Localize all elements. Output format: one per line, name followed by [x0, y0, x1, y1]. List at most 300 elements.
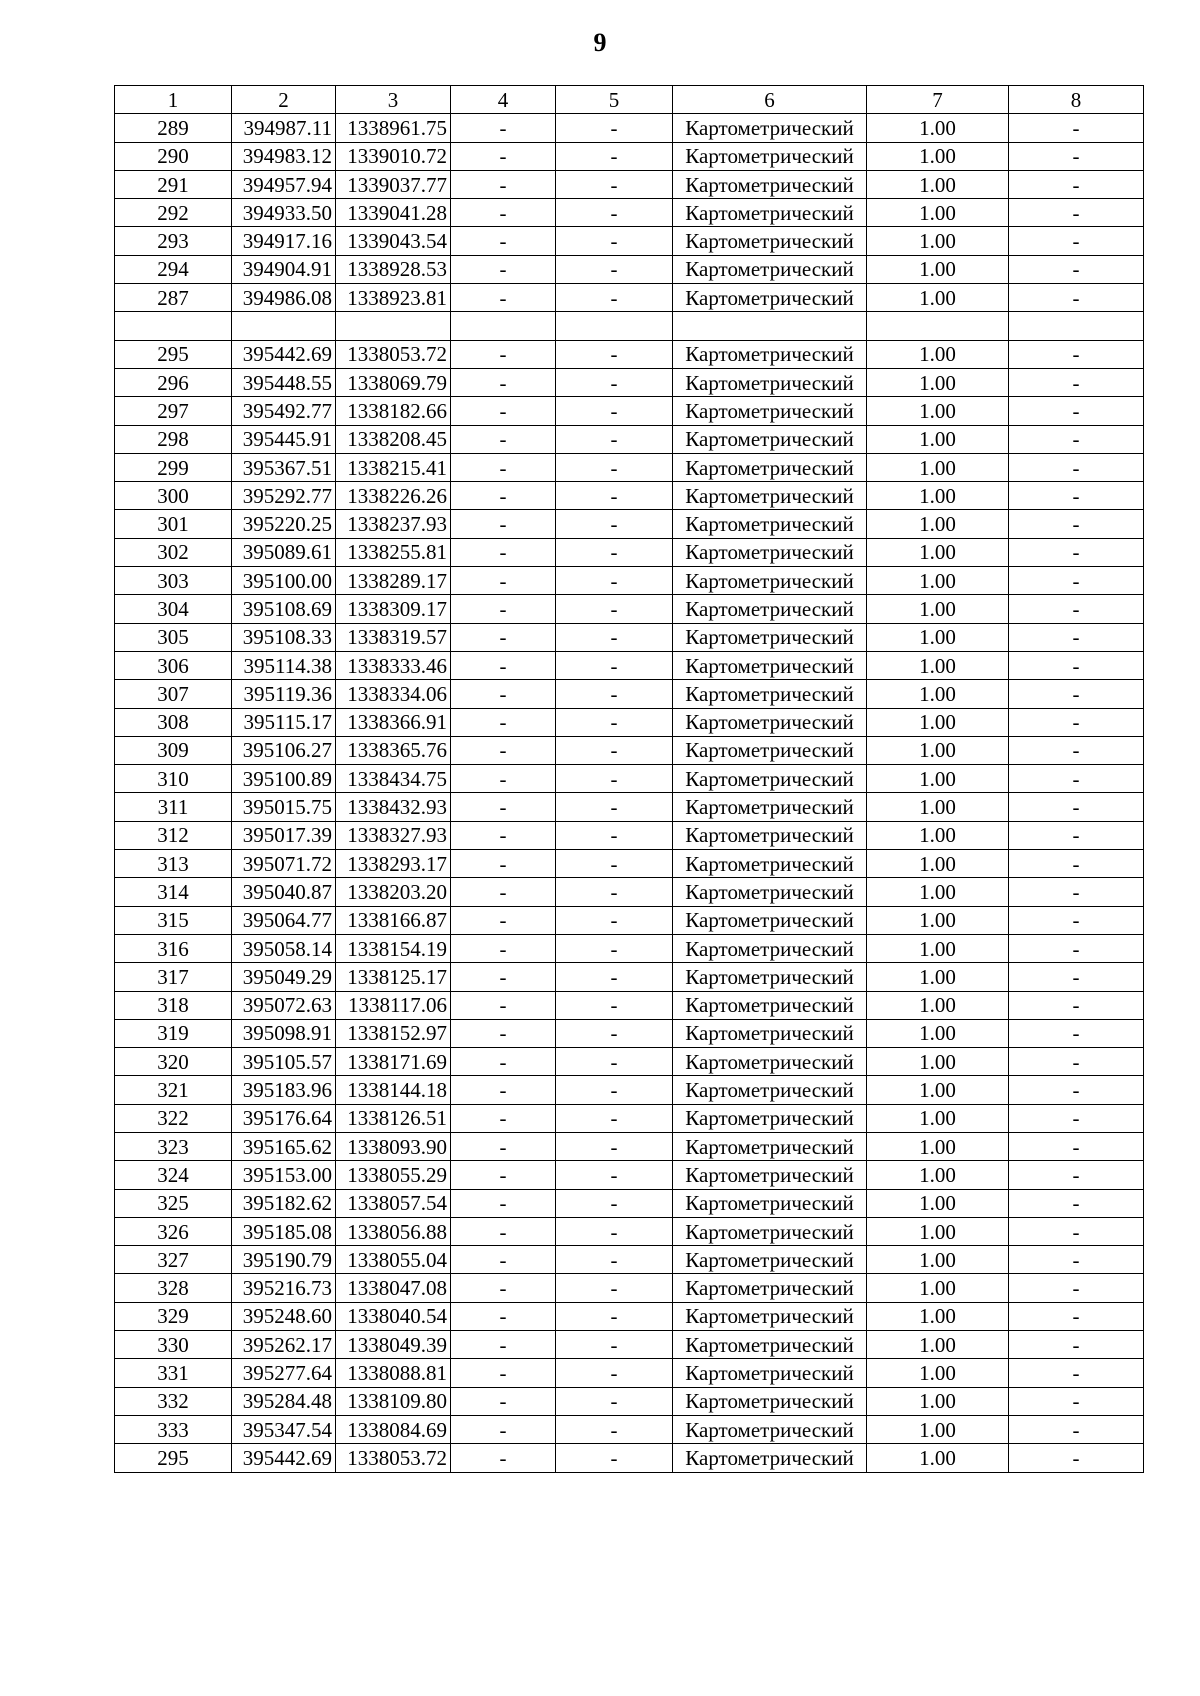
- column-4-cell: -: [451, 368, 556, 396]
- column-8-cell: -: [1009, 1076, 1144, 1104]
- table-row: [115, 340, 1144, 368]
- column-4-cell: -: [451, 1217, 556, 1245]
- column-5-cell: -: [556, 821, 673, 849]
- page-number: 9: [593, 28, 607, 57]
- accuracy-cell: 1.00: [867, 227, 1009, 255]
- point-number-cell: 315: [115, 906, 232, 934]
- y-coordinate-cell: 1338961.75: [336, 114, 451, 142]
- column-4-cell: [451, 312, 556, 340]
- accuracy-cell: 1.00: [867, 963, 1009, 991]
- x-coordinate-cell: 395089.61: [232, 538, 336, 566]
- column-4-cell: -: [451, 340, 556, 368]
- x-coordinate-cell: 395058.14: [232, 934, 336, 962]
- column-8-cell: -: [1009, 1274, 1144, 1302]
- point-number-cell: 303: [115, 567, 232, 595]
- point-number-cell: 328: [115, 1274, 232, 1302]
- method-cell: Картометрический: [673, 199, 867, 227]
- accuracy-cell: 1.00: [867, 623, 1009, 651]
- column-4-cell: -: [451, 1189, 556, 1217]
- accuracy-cell: 1.00: [867, 425, 1009, 453]
- table-row: [115, 1302, 1144, 1330]
- table-row: [115, 595, 1144, 623]
- column-4-cell: -: [451, 680, 556, 708]
- column-5-cell: -: [556, 793, 673, 821]
- column-8-cell: -: [1009, 255, 1144, 283]
- y-coordinate-cell: 1338152.97: [336, 1019, 451, 1047]
- column-4-cell: -: [451, 1331, 556, 1359]
- x-coordinate-cell: 395248.60: [232, 1302, 336, 1330]
- column-8-cell: -: [1009, 340, 1144, 368]
- x-coordinate-cell: 395108.33: [232, 623, 336, 651]
- table-body: [115, 114, 1144, 1472]
- method-cell: Картометрический: [673, 963, 867, 991]
- point-number-cell: 289: [115, 114, 232, 142]
- column-8-cell: -: [1009, 1387, 1144, 1415]
- column-4-cell: -: [451, 510, 556, 538]
- table-row: [115, 397, 1144, 425]
- accuracy-cell: 1.00: [867, 255, 1009, 283]
- point-number-cell: 287: [115, 284, 232, 312]
- method-cell: Картометрический: [673, 1444, 867, 1472]
- column-header: 2: [232, 86, 336, 114]
- column-4-cell: -: [451, 1444, 556, 1472]
- x-coordinate-cell: 395115.17: [232, 708, 336, 736]
- table-row: [115, 538, 1144, 566]
- y-coordinate-cell: 1338055.29: [336, 1161, 451, 1189]
- column-5-cell: -: [556, 680, 673, 708]
- column-4-cell: -: [451, 1274, 556, 1302]
- y-coordinate-cell: 1338923.81: [336, 284, 451, 312]
- column-4-cell: -: [451, 227, 556, 255]
- method-cell: Картометрический: [673, 227, 867, 255]
- column-8-cell: -: [1009, 878, 1144, 906]
- column-8-cell: -: [1009, 1161, 1144, 1189]
- method-cell: Картометрический: [673, 425, 867, 453]
- accuracy-cell: 1.00: [867, 284, 1009, 312]
- point-number-cell: 302: [115, 538, 232, 566]
- point-number-cell: 320: [115, 1048, 232, 1076]
- column-5-cell: -: [556, 284, 673, 312]
- x-coordinate-cell: 395072.63: [232, 991, 336, 1019]
- column-5-cell: [556, 312, 673, 340]
- y-coordinate-cell: 1338109.80: [336, 1387, 451, 1415]
- column-4-cell: -: [451, 736, 556, 764]
- table-row: [115, 680, 1144, 708]
- accuracy-cell: 1.00: [867, 340, 1009, 368]
- method-cell: Картометрический: [673, 1019, 867, 1047]
- x-coordinate-cell: 395185.08: [232, 1217, 336, 1245]
- x-coordinate-cell: 395220.25: [232, 510, 336, 538]
- column-8-cell: -: [1009, 934, 1144, 962]
- column-8-cell: -: [1009, 708, 1144, 736]
- accuracy-cell: 1.00: [867, 368, 1009, 396]
- column-5-cell: -: [556, 567, 673, 595]
- column-header: 7: [867, 86, 1009, 114]
- column-8-cell: -: [1009, 425, 1144, 453]
- column-4-cell: -: [451, 1048, 556, 1076]
- point-number-cell: 310: [115, 765, 232, 793]
- y-coordinate-cell: 1338125.17: [336, 963, 451, 991]
- column-8-cell: [1009, 312, 1144, 340]
- method-cell: Картометрический: [673, 255, 867, 283]
- column-5-cell: -: [556, 538, 673, 566]
- accuracy-cell: 1.00: [867, 1217, 1009, 1245]
- y-coordinate-cell: 1338093.90: [336, 1132, 451, 1160]
- x-coordinate-cell: 395153.00: [232, 1161, 336, 1189]
- method-cell: Картометрический: [673, 1104, 867, 1132]
- point-number-cell: 296: [115, 368, 232, 396]
- y-coordinate-cell: 1338182.66: [336, 397, 451, 425]
- x-coordinate-cell: 395071.72: [232, 850, 336, 878]
- accuracy-cell: 1.00: [867, 736, 1009, 764]
- table-row: [115, 510, 1144, 538]
- column-8-cell: -: [1009, 623, 1144, 651]
- column-8-cell: -: [1009, 142, 1144, 170]
- accuracy-cell: 1.00: [867, 199, 1009, 227]
- column-8-cell: -: [1009, 482, 1144, 510]
- y-coordinate-cell: 1338226.26: [336, 482, 451, 510]
- y-coordinate-cell: 1338171.69: [336, 1048, 451, 1076]
- accuracy-cell: 1.00: [867, 114, 1009, 142]
- column-header: 1: [115, 86, 232, 114]
- method-cell: Картометрический: [673, 708, 867, 736]
- y-coordinate-cell: 1338432.93: [336, 793, 451, 821]
- column-header: 3: [336, 86, 451, 114]
- y-coordinate-cell: 1338053.72: [336, 1444, 451, 1472]
- y-coordinate-cell: 1338049.39: [336, 1331, 451, 1359]
- column-8-cell: -: [1009, 793, 1144, 821]
- accuracy-cell: 1.00: [867, 906, 1009, 934]
- accuracy-cell: 1.00: [867, 1246, 1009, 1274]
- point-number-cell: 323: [115, 1132, 232, 1160]
- table-row: [115, 1444, 1144, 1472]
- column-5-cell: -: [556, 199, 673, 227]
- column-5-cell: -: [556, 623, 673, 651]
- x-coordinate-cell: 395100.00: [232, 567, 336, 595]
- x-coordinate-cell: 394983.12: [232, 142, 336, 170]
- method-cell: Картометрический: [673, 906, 867, 934]
- column-header: 8: [1009, 86, 1144, 114]
- point-number-cell: 311: [115, 793, 232, 821]
- column-4-cell: -: [451, 1387, 556, 1415]
- column-5-cell: -: [556, 255, 673, 283]
- table-row: [115, 227, 1144, 255]
- column-5-cell: -: [556, 991, 673, 1019]
- point-number-cell: 325: [115, 1189, 232, 1217]
- accuracy-cell: 1.00: [867, 142, 1009, 170]
- y-coordinate-cell: 1338166.87: [336, 906, 451, 934]
- accuracy-cell: 1.00: [867, 538, 1009, 566]
- y-coordinate-cell: [336, 312, 451, 340]
- column-5-cell: -: [556, 1415, 673, 1443]
- point-number-cell: 300: [115, 482, 232, 510]
- point-number-cell: 331: [115, 1359, 232, 1387]
- method-cell: Картометрический: [673, 736, 867, 764]
- y-coordinate-cell: 1338154.19: [336, 934, 451, 962]
- table-row: [115, 1217, 1144, 1245]
- method-cell: Картометрический: [673, 1246, 867, 1274]
- column-4-cell: -: [451, 1076, 556, 1104]
- table-row: [115, 991, 1144, 1019]
- point-number-cell: 308: [115, 708, 232, 736]
- y-coordinate-cell: 1338040.54: [336, 1302, 451, 1330]
- point-number-cell: 291: [115, 170, 232, 198]
- method-cell: Картометрический: [673, 1387, 867, 1415]
- point-number-cell: 322: [115, 1104, 232, 1132]
- point-number-cell: 312: [115, 821, 232, 849]
- point-number-cell: 301: [115, 510, 232, 538]
- method-cell: Картометрический: [673, 368, 867, 396]
- table-row: [115, 1387, 1144, 1415]
- table-row: [115, 142, 1144, 170]
- table-row: [115, 1246, 1144, 1274]
- table-row: [115, 1331, 1144, 1359]
- point-number-cell: 294: [115, 255, 232, 283]
- method-cell: Картометрический: [673, 934, 867, 962]
- column-5-cell: -: [556, 1161, 673, 1189]
- column-8-cell: -: [1009, 736, 1144, 764]
- column-4-cell: -: [451, 567, 556, 595]
- table-row: [115, 1076, 1144, 1104]
- column-5-cell: -: [556, 765, 673, 793]
- accuracy-cell: 1.00: [867, 680, 1009, 708]
- y-coordinate-cell: 1338293.17: [336, 850, 451, 878]
- column-4-cell: -: [451, 963, 556, 991]
- method-cell: Картометрический: [673, 567, 867, 595]
- accuracy-cell: 1.00: [867, 793, 1009, 821]
- method-cell: Картометрический: [673, 1274, 867, 1302]
- x-coordinate-cell: 394957.94: [232, 170, 336, 198]
- point-number-cell: 295: [115, 340, 232, 368]
- y-coordinate-cell: 1338117.06: [336, 991, 451, 1019]
- method-cell: Картометрический: [673, 340, 867, 368]
- accuracy-cell: 1.00: [867, 567, 1009, 595]
- x-coordinate-cell: 395183.96: [232, 1076, 336, 1104]
- column-5-cell: -: [556, 1359, 673, 1387]
- method-cell: Картометрический: [673, 1217, 867, 1245]
- method-cell: Картометрический: [673, 538, 867, 566]
- table-row: [115, 1274, 1144, 1302]
- method-cell: Картометрический: [673, 878, 867, 906]
- column-8-cell: -: [1009, 114, 1144, 142]
- x-coordinate-cell: 395442.69: [232, 1444, 336, 1472]
- column-8-cell: -: [1009, 567, 1144, 595]
- table-row: [115, 765, 1144, 793]
- column-8-cell: -: [1009, 397, 1144, 425]
- column-4-cell: -: [451, 793, 556, 821]
- table-row: [115, 821, 1144, 849]
- column-4-cell: -: [451, 1359, 556, 1387]
- column-8-cell: -: [1009, 1132, 1144, 1160]
- point-number-cell: 306: [115, 651, 232, 679]
- column-4-cell: -: [451, 708, 556, 736]
- column-4-cell: -: [451, 1246, 556, 1274]
- column-header: 4: [451, 86, 556, 114]
- column-8-cell: -: [1009, 1359, 1144, 1387]
- point-number-cell: 332: [115, 1387, 232, 1415]
- column-8-cell: -: [1009, 850, 1144, 878]
- y-coordinate-cell: 1338208.45: [336, 425, 451, 453]
- accuracy-cell: 1.00: [867, 510, 1009, 538]
- method-cell: Картометрический: [673, 1132, 867, 1160]
- y-coordinate-cell: 1338434.75: [336, 765, 451, 793]
- y-coordinate-cell: 1338333.46: [336, 651, 451, 679]
- table-row: [115, 1048, 1144, 1076]
- table-row: [115, 199, 1144, 227]
- method-cell: Картометрический: [673, 821, 867, 849]
- table-row: [115, 1415, 1144, 1443]
- column-5-cell: -: [556, 425, 673, 453]
- column-4-cell: -: [451, 850, 556, 878]
- table-row: [115, 850, 1144, 878]
- column-4-cell: -: [451, 284, 556, 312]
- accuracy-cell: 1.00: [867, 397, 1009, 425]
- accuracy-cell: 1.00: [867, 1076, 1009, 1104]
- table-row: [115, 623, 1144, 651]
- column-5-cell: -: [556, 1189, 673, 1217]
- accuracy-cell: 1.00: [867, 1048, 1009, 1076]
- column-4-cell: -: [451, 991, 556, 1019]
- y-coordinate-cell: 1338255.81: [336, 538, 451, 566]
- column-8-cell: -: [1009, 963, 1144, 991]
- accuracy-cell: 1.00: [867, 1161, 1009, 1189]
- accuracy-cell: 1.00: [867, 1415, 1009, 1443]
- column-8-cell: -: [1009, 170, 1144, 198]
- method-cell: Картометрический: [673, 651, 867, 679]
- column-5-cell: -: [556, 114, 673, 142]
- y-coordinate-cell: 1338203.20: [336, 878, 451, 906]
- x-coordinate-cell: 395190.79: [232, 1246, 336, 1274]
- column-8-cell: -: [1009, 1048, 1144, 1076]
- method-cell: Картометрический: [673, 284, 867, 312]
- method-cell: Картометрический: [673, 1076, 867, 1104]
- column-8-cell: -: [1009, 1104, 1144, 1132]
- column-4-cell: -: [451, 1019, 556, 1047]
- x-coordinate-cell: 395017.39: [232, 821, 336, 849]
- column-4-cell: -: [451, 906, 556, 934]
- table-row: [115, 368, 1144, 396]
- column-5-cell: -: [556, 340, 673, 368]
- y-coordinate-cell: 1338289.17: [336, 567, 451, 595]
- x-coordinate-cell: 395119.36: [232, 680, 336, 708]
- column-8-cell: -: [1009, 538, 1144, 566]
- column-4-cell: -: [451, 255, 556, 283]
- point-number-cell: 313: [115, 850, 232, 878]
- column-8-cell: -: [1009, 284, 1144, 312]
- column-5-cell: -: [556, 1274, 673, 1302]
- method-cell: [673, 312, 867, 340]
- method-cell: Картометрический: [673, 793, 867, 821]
- column-5-cell: -: [556, 878, 673, 906]
- table-row: [115, 255, 1144, 283]
- column-5-cell: -: [556, 1302, 673, 1330]
- accuracy-cell: 1.00: [867, 1331, 1009, 1359]
- column-8-cell: -: [1009, 991, 1144, 1019]
- x-coordinate-cell: 395277.64: [232, 1359, 336, 1387]
- x-coordinate-cell: 394987.11: [232, 114, 336, 142]
- method-cell: Картометрический: [673, 142, 867, 170]
- table-row: [115, 1161, 1144, 1189]
- column-5-cell: -: [556, 651, 673, 679]
- column-8-cell: -: [1009, 765, 1144, 793]
- column-8-cell: -: [1009, 595, 1144, 623]
- x-coordinate-cell: 395347.54: [232, 1415, 336, 1443]
- accuracy-cell: 1.00: [867, 934, 1009, 962]
- x-coordinate-cell: 394986.08: [232, 284, 336, 312]
- column-8-cell: -: [1009, 1331, 1144, 1359]
- method-cell: Картометрический: [673, 114, 867, 142]
- column-5-cell: -: [556, 1444, 673, 1472]
- table-row: [115, 170, 1144, 198]
- column-5-cell: -: [556, 227, 673, 255]
- accuracy-cell: 1.00: [867, 708, 1009, 736]
- column-5-cell: -: [556, 934, 673, 962]
- column-8-cell: -: [1009, 1302, 1144, 1330]
- x-coordinate-cell: 395015.75: [232, 793, 336, 821]
- point-number-cell: 293: [115, 227, 232, 255]
- column-4-cell: -: [451, 1415, 556, 1443]
- table-row: [115, 453, 1144, 481]
- point-number-cell: 309: [115, 736, 232, 764]
- column-5-cell: -: [556, 1104, 673, 1132]
- point-number-cell: 297: [115, 397, 232, 425]
- x-coordinate-cell: [232, 312, 336, 340]
- column-8-cell: -: [1009, 1246, 1144, 1274]
- method-cell: Картометрический: [673, 1161, 867, 1189]
- method-cell: Картометрический: [673, 680, 867, 708]
- point-number-cell: 316: [115, 934, 232, 962]
- y-coordinate-cell: 1338057.54: [336, 1189, 451, 1217]
- x-coordinate-cell: 395105.57: [232, 1048, 336, 1076]
- method-cell: Картометрический: [673, 1359, 867, 1387]
- column-5-cell: -: [556, 1076, 673, 1104]
- column-5-cell: -: [556, 1331, 673, 1359]
- column-5-cell: -: [556, 1246, 673, 1274]
- column-4-cell: -: [451, 114, 556, 142]
- column-4-cell: -: [451, 397, 556, 425]
- column-4-cell: -: [451, 538, 556, 566]
- accuracy-cell: 1.00: [867, 1387, 1009, 1415]
- table-row: [115, 1132, 1144, 1160]
- column-8-cell: -: [1009, 1189, 1144, 1217]
- column-4-cell: -: [451, 1104, 556, 1132]
- table-row: [115, 963, 1144, 991]
- y-coordinate-cell: 1338215.41: [336, 453, 451, 481]
- x-coordinate-cell: 395108.69: [232, 595, 336, 623]
- x-coordinate-cell: 395445.91: [232, 425, 336, 453]
- point-number-cell: 330: [115, 1331, 232, 1359]
- accuracy-cell: 1.00: [867, 1104, 1009, 1132]
- point-number-cell: 319: [115, 1019, 232, 1047]
- column-4-cell: -: [451, 765, 556, 793]
- method-cell: Картометрический: [673, 170, 867, 198]
- table-row: [115, 1019, 1144, 1047]
- y-coordinate-cell: 1338084.69: [336, 1415, 451, 1443]
- column-4-cell: -: [451, 425, 556, 453]
- column-5-cell: -: [556, 708, 673, 736]
- x-coordinate-cell: 394933.50: [232, 199, 336, 227]
- column-4-cell: -: [451, 1302, 556, 1330]
- column-5-cell: -: [556, 736, 673, 764]
- method-cell: Картометрический: [673, 397, 867, 425]
- column-8-cell: -: [1009, 651, 1144, 679]
- column-4-cell: -: [451, 934, 556, 962]
- method-cell: Картометрический: [673, 510, 867, 538]
- y-coordinate-cell: 1338069.79: [336, 368, 451, 396]
- column-5-cell: -: [556, 850, 673, 878]
- y-coordinate-cell: 1339043.54: [336, 227, 451, 255]
- x-coordinate-cell: 395292.77: [232, 482, 336, 510]
